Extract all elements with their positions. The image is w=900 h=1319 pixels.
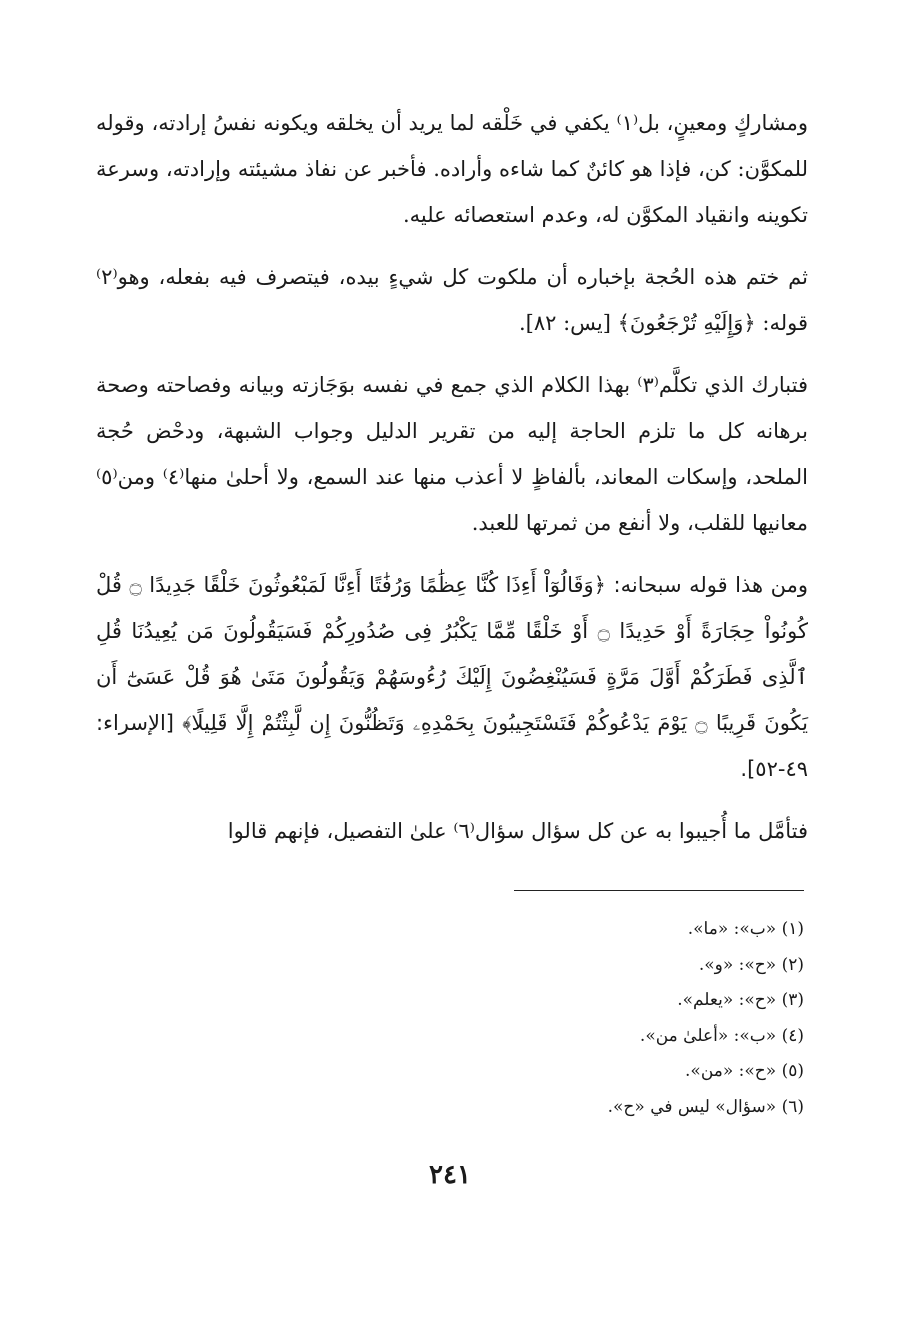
page-number: ٢٤١	[429, 1160, 471, 1190]
footnote-1: (١) «ب»: «ما».	[687, 919, 804, 939]
paragraph-2: ثم ختم هذه الحُجة بإخباره أن ملكوت كل شيءٍ بيده، فيتصرف فيه بفعله، وهو⁽٢⁾ قوله: ﴿وَإِلَيْهِ تُرْجَعُونَ﴾ [يس: ٨٢].	[96, 265, 808, 335]
paragraph-4-quran-quote: ومن هذا قوله سبحانه: ﴿وَقَالُوٓاْ أَءِذَا كُنَّا عِظَٰمًا وَرُفَٰتًا أَءِنَّا لَمَبْعُوثُونَ خَلْقًا جَدِيدًا ۝ قُلْ كُونُواْ حِجَارَةً أَوْ حَدِيدًا ۝ أَوْ خَلْقًا مِّمَّا يَكْبُرُ فِى صُدُورِكُمْ فَسَيَقُولُونَ مَن يُعِيدُنَا قُلِ ٱلَّذِى فَطَرَكُمْ أَوَّلَ مَرَّةٍ فَسَيُنْغِضُونَ إِلَيْكَ رُءُوسَهُمْ وَيَقُولُونَ مَتَىٰ هُوَ قُلْ عَسَىٰٓ أَن يَكُونَ قَرِيبًا ۝ يَوْمَ يَدْعُوكُمْ فَتَسْتَجِيبُونَ بِحَمْدِهِۦ وَتَظُنُّونَ إِن لَّبِثْتُمْ إِلَّا قَلِيلًا﴾ [الإسراء: ٤٩-٥٢].	[96, 573, 808, 781]
footnote-6: (٦) «سؤال» ليس في «ح».	[607, 1096, 804, 1117]
page-body	[96, 100, 808, 854]
paragraph-5: فتأمَّل ما أُجيبوا به عن كل سؤال سؤال⁽٦⁾ علىٰ التفصيل، فإنهم قالوا	[227, 819, 808, 843]
footnote-5: (٥) «ح»: «من».	[685, 1061, 804, 1081]
footnote-2: (٢) «ح»: «و».	[698, 954, 804, 975]
footnote-4: (٤) «ب»: «أعلىٰ من».	[639, 1025, 804, 1046]
footnote-divider	[514, 890, 804, 891]
footnote-3: (٣) «ح»: «يعلم».	[677, 990, 804, 1010]
paragraph-1: ومشاركٍ ومعينٍ، بل⁽١⁾ يكفي في خَلْقه لما يريد أن يخلقه ويكونه نفسُ إرادته، وقوله للمكوَّن: كن، فإذا هو كائنٌ كما شاءه وأراده. فأخبر عن نفاذ مشيئته وإرادته، وسرعة تكوينه وانقياد المكوَّن له، وعدم استعصائه عليه.	[96, 111, 808, 227]
paragraph-3: فتبارك الذي تكلَّم⁽٣⁾ بهذا الكلام الذي جمع في نفسه بوَجَازته وبيانه وفصاحته وصحة برهانه كل ما تلزم الحاجة إليه من تقرير الدليل وجواب الشبهة، ودحْض حُجة الملحد، وإسكات المعاند، بألفاظٍ لا أعذب منها عند السمع، ولا أحلىٰ منها⁽٤⁾ ومن⁽٥⁾ معانيها للقلب، ولا أنفع من ثمرتها للعبد.	[96, 373, 808, 535]
footnotes-list	[304, 912, 804, 1125]
